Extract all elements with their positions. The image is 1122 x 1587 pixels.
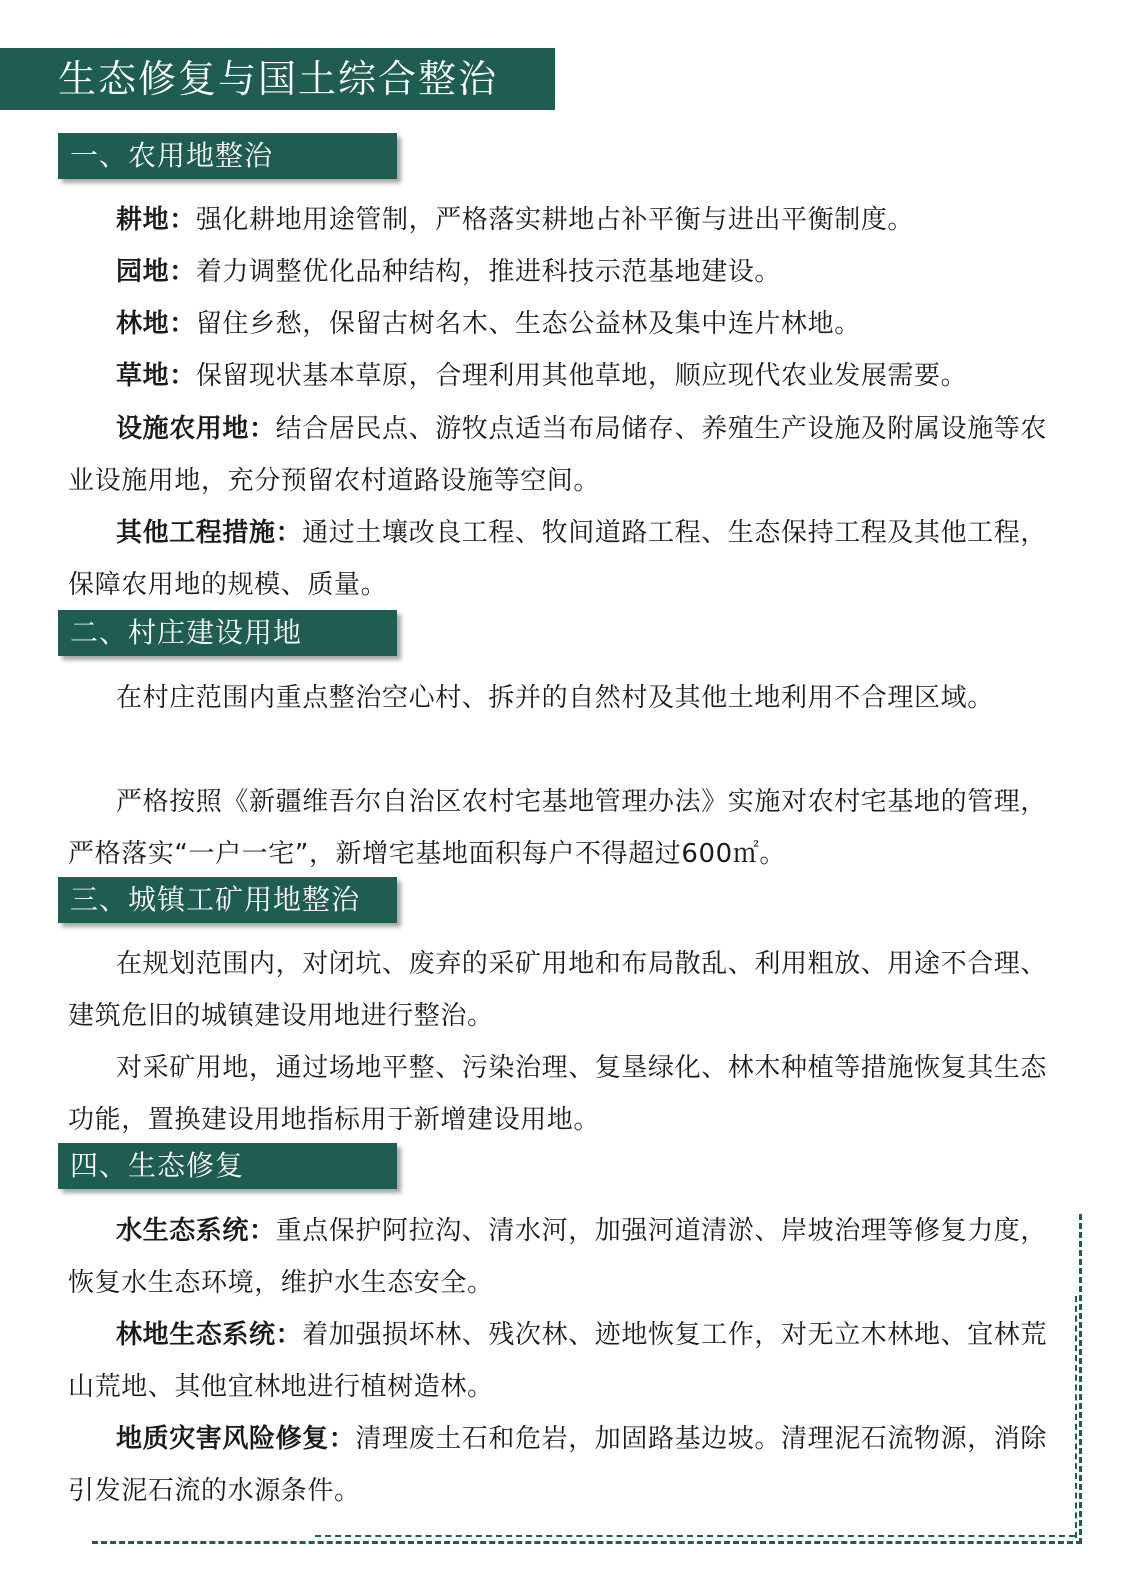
paragraph-text: 着加强损坏林、残次林、迹地恢复工作，对无立木林地、宜林荒山荒地、其他宜林地进行植树造林。 [68,1320,1048,1402]
paragraph-text: 通过土壤改良工程、牧间道路工程、生态保持工程及其他工程，保障农用地的规模、质量。 [68,518,1048,600]
paragraph-term: 设施农用地： [116,414,276,444]
decorative-dashed-line [92,1541,1082,1544]
paragraph-term: 其他工程措施： [116,518,303,548]
paragraph-term: 耕地： [116,205,196,235]
section-heading-label: 一、农用地整治 [70,139,274,172]
section-heading-label: 四、生态修复 [70,1149,245,1182]
paragraph-grassland [68,350,1048,402]
paragraph-water-ecosystem [68,1205,1048,1309]
section-heading-label: 二、村庄建设用地 [70,616,303,649]
paragraph-forest-land [68,298,1048,350]
section-heading-label: 三、城镇工矿用地整治 [70,883,361,916]
paragraph-text: 在村庄范围内重点整治空心村、拆并的自然村及其他土地利用不合理区域。 [116,683,994,713]
paragraph-other-measures [68,507,1048,611]
paragraph-forest-ecosystem [68,1309,1048,1413]
paragraph-geohazard [68,1413,1048,1517]
decorative-dashed-line [315,1535,1075,1537]
paragraph-text: 着力调整优化品种结构，推进科技示范基地建设。 [195,257,782,287]
paragraph-term: 水生态系统： [116,1216,276,1246]
paragraph-term: 草地： [116,361,196,391]
section-heading-village [58,610,397,656]
paragraph-text: 在规划范围内，对闭坑、废弃的采矿用地和布局散乱、利用粗放、用途不合理、建筑危旧的城镇建设用地进行整治。 [68,949,1048,1031]
page-title: 生态修复与国土综合整治 [58,57,499,101]
decorative-dashed-line [1075,1296,1077,1538]
paragraph-facility-land [68,403,1048,507]
paragraph-village-rectify [68,672,1048,724]
paragraph-text: 结合居民点、游牧点适当布局储存、养殖生产设施及附属设施等农业设施用地，充分预留农村道路设施等空间。 [68,414,1048,496]
paragraph-term: 林地： [116,309,196,339]
section-heading-eco-restore [58,1143,397,1189]
paragraph-cultivated-land [68,194,1048,246]
paragraph-text: 清理废土石和危岩，加固路基边坡。清理泥石流物源，消除引发泥石流的水源条件。 [68,1424,1048,1506]
paragraph-text: 重点保护阿拉沟、清水河，加强河道清淤、岸坡治理等修复力度，恢复水生态环境，维护水生态安全。 [68,1216,1048,1298]
paragraph-urban-rectify [68,938,1048,1042]
paragraph-garden-land [68,246,1048,298]
decorative-dashed-line [1079,1214,1082,1544]
section-heading-urban-mining [58,877,397,923]
paragraph-homestead [68,776,1048,880]
paragraph-text: 留住乡愁，保留古树名木、生态公益林及集中连片林地。 [195,309,861,339]
paragraph-mining-restore [68,1042,1048,1146]
paragraph-text: 对采矿用地，通过场地平整、污染治理、复垦绿化、林木种植等措施恢复其生态功能，置换建设用地指标用于新增建设用地。 [68,1053,1048,1135]
paragraph-term: 地质灾害风险修复： [116,1424,356,1454]
paragraph-text: 严格按照《新疆维吾尔自治区农村宅基地管理办法》实施对农村宅基地的管理，严格落实“一户一宅”，新增宅基地面积每户不得超过600㎡。 [68,787,1048,869]
section-heading-farmland [58,133,397,179]
page-title-bar [0,48,555,110]
paragraph-text: 强化耕地用途管制，严格落实耕地占补平衡与进出平衡制度。 [195,205,915,235]
paragraph-term: 林地生态系统： [116,1320,303,1350]
paragraph-text: 保留现状基本草原，合理利用其他草地，顺应现代农业发展需要。 [195,361,968,391]
paragraph-term: 园地： [116,257,196,287]
